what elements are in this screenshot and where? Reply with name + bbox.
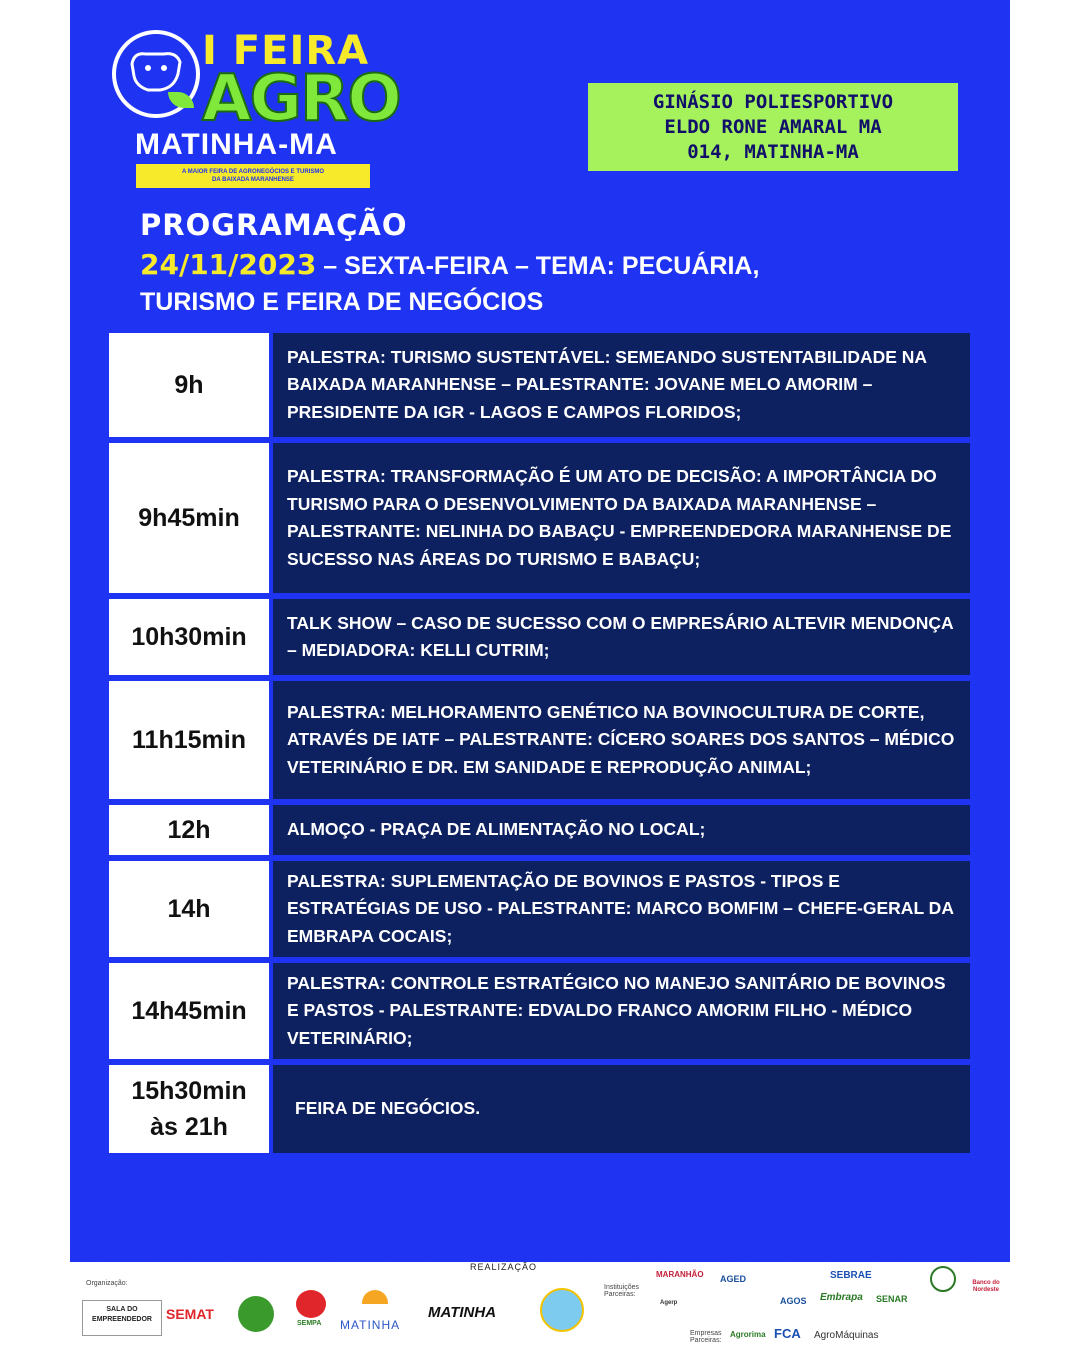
- empresas-label: Empresas Parceiras:: [690, 1330, 722, 1344]
- logo-senar: SENAR: [876, 1294, 908, 1304]
- logo-sempa: [296, 1290, 326, 1318]
- schedule-row: [109, 443, 970, 593]
- logo-agrorima: Agrorima: [730, 1330, 766, 1339]
- venue-line-2: ELDO RONE AMARAL MA: [664, 116, 882, 138]
- schedule-desc: PALESTRA: TURISMO SUSTENTÁVEL: SEMEANDO SUSTENTABILIDADE NA BAIXADA MARANHENSE – PALESTRANTE: JOVANE MELO AMORIM – PRESIDENTE DA IGR - LAGOS E CAMPOS FLORIDOS;: [273, 333, 970, 437]
- logo-agromaquinas: AgroMáquinas: [814, 1330, 879, 1341]
- schedule-time: 9h45min: [109, 443, 269, 593]
- schedule-desc: ALMOÇO - PRAÇA DE ALIMENTAÇÃO NO LOCAL;: [273, 805, 970, 855]
- logo-sebrae: SEBRAE: [830, 1270, 872, 1281]
- date-line: [140, 248, 759, 281]
- program-theme-1: – SEXTA-FEIRA – TEMA: PECUÁRIA,: [323, 252, 760, 280]
- logo-semat: SEMAT: [166, 1306, 214, 1322]
- realizacao-label: REALIZAÇÃO: [470, 1262, 538, 1272]
- schedule-time: 14h45min: [109, 963, 269, 1059]
- schedule-desc: PALESTRA: SUPLEMENTAÇÃO DE BOVINOS E PASTOS - TIPOS E ESTRATÉGIAS DE USO - PALESTRANTE: MARCO BOMFIM – CHEFE-GERAL DA EMBRAPA COCAIS;: [273, 861, 970, 957]
- schedule-row: [109, 963, 970, 1059]
- instituicoes-label: Instituições Parceiras:: [604, 1284, 640, 1298]
- logo-sempa-text: SEMPA: [297, 1320, 322, 1327]
- torn-edge: [70, 1228, 1010, 1268]
- program-theme-2: TURISMO E FEIRA DE NEGÓCIOS: [140, 288, 544, 316]
- schedule-row: [109, 1065, 970, 1153]
- schedule-desc: PALESTRA: CONTROLE ESTRATÉGICO NO MANEJO SANITÁRIO DE BOVINOS E PASTOS - PALESTRANTE: EDVALDO FRANCO AMORIM FILHO - MÉDICO VETERINÁRIO;: [273, 963, 970, 1059]
- logo-embrapa: Embrapa: [820, 1292, 863, 1303]
- logo-sala-empreendedor: SALA DO EMPREENDEDOR: [82, 1300, 162, 1336]
- logo-sun-icon: [362, 1290, 388, 1304]
- logo-matinha-center: MATINHA: [428, 1304, 497, 1321]
- logo-maranhao: MARANHÃO: [656, 1270, 704, 1279]
- schedule-time: 9h: [109, 333, 269, 437]
- logo-agerp: Agerp: [660, 1300, 678, 1306]
- schedule-desc: TALK SHOW – CASO DE SUCESSO COM O EMPRESÁRIO ALTEVIR MENDONÇA – MEDIADORA: KELLI CUTRIM;: [273, 599, 970, 675]
- schedule-row: [109, 333, 970, 437]
- logo-matinha-left: MATINHA: [340, 1318, 401, 1332]
- schedule-table: [109, 333, 970, 1159]
- agro-title: AGRO: [202, 62, 400, 136]
- venue-line-3: 014, MATINHA-MA: [687, 141, 859, 163]
- logo-fca: FCA: [774, 1326, 801, 1341]
- schedule-time: 10h30min: [109, 599, 269, 675]
- program-date: 24/11/2023: [140, 248, 317, 281]
- schedule-desc: FEIRA DE NEGÓCIOS.: [273, 1065, 970, 1153]
- logo-aged: AGED: [720, 1274, 747, 1284]
- schedule-row: [109, 805, 970, 855]
- schedule-time: 14h: [109, 861, 269, 957]
- program-title: PROGRAMAÇÃO: [140, 208, 408, 242]
- schedule-time: 15h30min às 21h: [109, 1065, 269, 1153]
- tagline: A MAIOR FEIRA DE AGRONEGÓCIOS E TURISMO DA BAIXADA MARANHENSE: [136, 164, 370, 188]
- schedule-desc: PALESTRA: MELHORAMENTO GENÉTICO NA BOVINOCULTURA DE CORTE, ATRAVÉS DE IATF – PALESTRANTE: CÍCERO SOARES DOS SANTOS – MÉDICO VETERINÁRIO E DR. EM SANIDADE E REPRODUÇÃO ANIMAL;: [273, 681, 970, 799]
- location-title: MATINHA-MA: [135, 128, 338, 161]
- schedule-row: [109, 599, 970, 675]
- logo-green-circle-icon: [930, 1266, 956, 1292]
- logo-banco-nordeste: Banco do Nordeste: [972, 1280, 1000, 1293]
- schedule-desc: PALESTRA: TRANSFORMAÇÃO É UM ATO DE DECISÃO: A IMPORTÂNCIA DO TURISMO PARA O DESENVOLVIMENTO DA BAIXADA MARANHENSE – PALESTRANTE: NELINHA DO BABAÇU - EMPREENDEDORA MARANHENSE DE SUCESSO NAS ÁREAS DO TURISMO E BABAÇU;: [273, 443, 970, 593]
- organizacao-label: Organização:: [86, 1280, 128, 1287]
- logo-circle-green-icon: [238, 1296, 274, 1332]
- logo-agos: AGOS: [780, 1296, 807, 1306]
- schedule-time: 11h15min: [109, 681, 269, 799]
- schedule-time: 12h: [109, 805, 269, 855]
- feira-title: I FEIRA: [202, 28, 370, 74]
- venue-box: [588, 83, 958, 171]
- logo-matinha-emblem-icon: [540, 1288, 584, 1332]
- schedule-row: [109, 681, 970, 799]
- venue-line-1: GINÁSIO POLIESPORTIVO: [652, 91, 894, 113]
- schedule-row: [109, 861, 970, 957]
